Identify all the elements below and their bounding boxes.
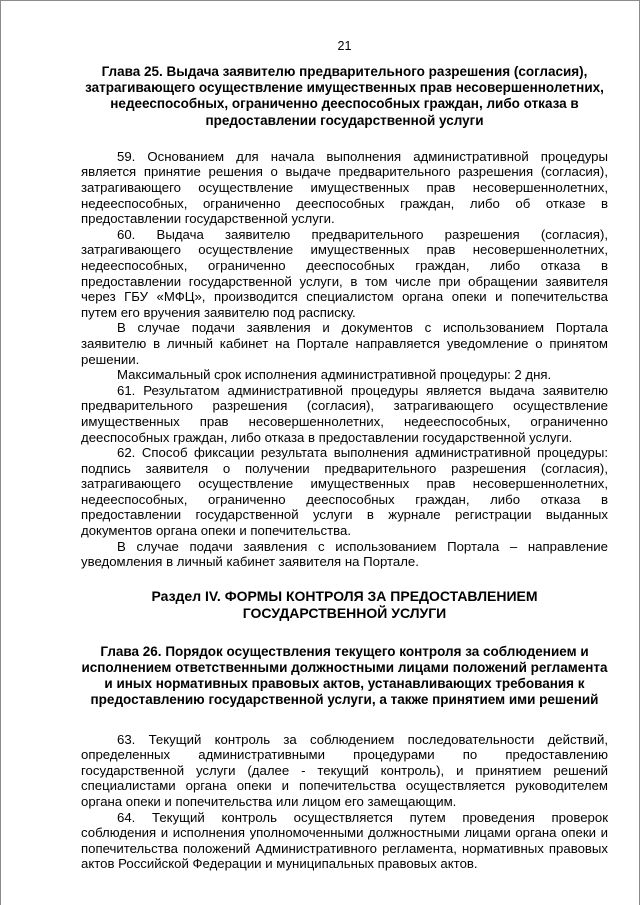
chapter-26-heading (81, 644, 608, 709)
scan-border-top (0, 0, 640, 1)
paragraph-60: 60. Выдача заявителю предварительного разрешения (согласия), затрагивающего осуществление имущественных прав несовершеннолетних, недееспособных, ограниченно дееспособных граждан, либо отказа в предоставлении государственной услуги, в том числе при обращении заявителя через ГБУ «МФЦ», производится специалистом органа опеки и попечительства путем его вручения заявителю под расписку. (81, 226, 608, 320)
document-page (81, 38, 608, 872)
chapter-25-body (81, 149, 608, 570)
paragraph-max-term: Максимальный срок исполнения административной процедуры: 2 дня. (117, 367, 552, 383)
chapter-25-prefix: Глава 25. (101, 64, 163, 79)
chapter-26-prefix: Глава 26. (100, 643, 162, 659)
paragraph-63: 63. Текущий контроль за соблюдением последовательности действий, определенных административными процедурами по предоставлению государственной услуги (далее - текущий контроль), и принятием решений специалистами органа опеки и попечительства осуществляется руководителем органа опеки и попечительства или лицом его замещающим. (81, 731, 608, 810)
chapter-26-body (81, 732, 608, 872)
paragraph-59: 59. Основанием для начала выполнения административной процедуры является принятие решения о выдаче предварительного разрешения (согласия), затрагивающего осуществление имущественных прав несовершеннолетних, недееспособных, ограниченно дееспособных граждан, либо об отказе в предоставлении государственной услуги. (81, 148, 608, 227)
section-4-heading: Раздел IV. ФОРМЫ КОНТРОЛЯ ЗА ПРЕДОСТАВЛЕНИЕМ ГОСУДАРСТВЕННОЙ УСЛУГИ (151, 587, 538, 621)
paragraph-portal-notice: В случае подачи заявления и документов с использованием Портала заявителю в личный кабинет на Портале направляется уведомление о принятом решении. (81, 320, 608, 367)
chapter-25-heading (81, 64, 608, 129)
paragraph-62: 62. Способ фиксации результата выполнения административной процедуры: подпись заявителя о получении предварительного разрешения (согласия), затрагивающего осуществление имущественных прав несовершеннолетних, недееспособных, ограниченно дееспособных граждан, либо отказа в предоставлении государственной услуги в журнале регистрации выданных документов органа опеки и попечительства. (81, 445, 608, 539)
chapter-26-title: Порядок осуществления текущего контроля за соблюдением и исполнением ответственными должностными лицами положений регламента и иных нормативных правовых актов, устанавливающих требования к предоставлению государственной услуги, а также принятием ими решений (81, 643, 608, 708)
paragraph-61: 61. Результатом административной процедуры является выдача заявителю предварительного разрешения (согласия), затрагивающего осуществление имущественных прав несовершеннолетних, недееспособных, ограниченно дееспособных граждан, либо отказа в предоставлении государственной услуги. (81, 382, 608, 445)
paragraph-64: 64. Текущий контроль осуществляется путем проведения проверок соблюдения и исполнения уполномоченными должностными лицами органа опеки и попечительства положений Административного регламента, нормативных правовых актов Российской Федерации и муниципальных правовых актов. (81, 809, 608, 872)
page-number: 21 (337, 39, 352, 53)
chapter-25-title: Выдача заявителю предварительного разрешения (согласия), затрагивающего осуществление имущественных прав несовершеннолетних, недееспособных, ограниченно дееспособных граждан, либо отказа в предоставлении государственной услуги (85, 64, 604, 128)
paragraph-portal-direction: В случае подачи заявления с использованием Портала – направление уведомления в личный кабинет заявителя на Портале. (81, 538, 608, 570)
scan-border-left (0, 0, 1, 905)
